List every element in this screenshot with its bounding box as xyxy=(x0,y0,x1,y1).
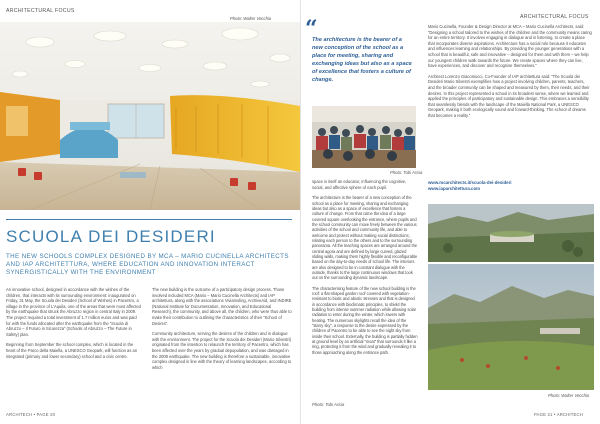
title-rule xyxy=(6,219,292,220)
left-column-1 xyxy=(6,287,142,364)
landscape-photo-credit: Photo: Walter Vecchio xyxy=(548,393,590,398)
landscape-roof-photo xyxy=(428,264,594,390)
crowd-photo xyxy=(312,106,416,168)
iap-link[interactable]: www.iaparchitettura.com xyxy=(428,186,481,192)
paragraph: The characterising feature of the new school building is the roof: a flat-shaped garden roof covered with vegetation-resistant to biotic and abiotic stresses and that is designed in accordance with bioclimatic principles, to shield the building from intense summer radiation while allowing solar radiation to enter during the winter, which lowers with heating. The numerous skylights recall the idea of the “starry sky”, a response to the desire expressed by the children of Pacentro to be able to see the night sky from inside their school. Externally, the building is partially hidden at ground level by an artificial “moat” that surrounds it like a ring, protecting it from the wind and gradually revealing it to those approaching along the entrance path. xyxy=(312,285,418,355)
paragraph: Mario Cucinella, Founder & Design Director at MCA – Mario Cucinella Architects, said: “Designing a school tailored to the wishes of the children and the community means caring for an entire territory. It involves engaging in dialogue and in listening, to create a place that incorporates diverse aspirations. Architecture has a social role because it educates and influences learning and relationships. By providing the younger generations with a school that is beautiful, safe and innovative – designed for them and with them – we help our youngest children walk towards the future. We create spaces where they can live, have experiences, and discover and recognise themselves.” xyxy=(428,24,592,69)
paragraph: Beginning from September the school complex, which is located in the heart of the Parco della Maiella, a UNESCO Geopark, will function as an integrated (primary and lower secondary) school and a civic centre. xyxy=(6,342,138,359)
page-gutter xyxy=(300,0,301,424)
paragraph: Architect Lorenzo Giacomucci, Co-Founder of IAP architettura said: “The Scuola dei Desideri Mario Silvestri exemplifies how a project involving children, parents, teachers, and the broader community can be shaped and measured by them, their needs, and their desires. In this project represented a school in its broadest sense, where we learned and applied the principles of participatory and sustainable design. This embraces a sensibility that seamlessly blends with the landscape of the Maiella National Park, a UNESCO Geopark, making it both ecologically sound and forward-thinking. The school of dreams that becomes a reality.” xyxy=(428,73,590,118)
mca-link[interactable]: www.mcarchitects.it/scuola-dei-desideri xyxy=(428,180,512,185)
article-subtitle: THE NEW SCHOOLS COMPLEX DESIGNED BY MCA – MARIO CUCINELLA ARCHITECTS AND IAP ARCHITETTURA, WHERE EDUCATION AND INNOVATION INTERACT SYNERGISTICALLY WITH THE ENVIRONMENT xyxy=(6,253,289,277)
links-block xyxy=(428,180,592,192)
right-page-footer: PAGE 21 • ARCHITECH xyxy=(534,412,583,417)
paragraph: The new building is the outcome of a participatory design process. Those involved included MCA (Mario – Mario Cucinella Architects) and IAP architettura, along with the associations Viviamoling, ArchiveAid, and INDIRE (National Institute for Documentation, Innovation, and Educational Research), the community, and above all, the children, who were thus able to make their contribution to outlining the characteristics of their “School of Desires”. xyxy=(152,287,292,326)
hero-photo-credit: Photo: Walter Vecchio xyxy=(230,16,272,21)
pull-quote: The architecture is the bearer of a new conception of the school as a place for meeting, sharing and exchanging ideas but also as a space of excellence that fosters a culture of change. xyxy=(312,37,412,83)
right-column xyxy=(428,24,592,124)
quote-mark-icon: “ xyxy=(305,16,318,42)
left-page-header: ARCHITECTURAL FOCUS xyxy=(6,8,75,14)
body-photo-credit: Photo: Tobi Assia xyxy=(312,402,345,407)
paragraph: space is itself an educator, influencing the cognitive, social, and affective sphere of each pupil. xyxy=(312,179,407,190)
crowd-photo-credit: Photo: Tobi Assia xyxy=(390,170,423,175)
school-interior-photo xyxy=(0,22,300,210)
left-column-2 xyxy=(152,287,292,375)
paragraph: The architecture is the bearer of a new conception of the school as a place for meeting, sharing and exchanging ideas but also as a space of excellence that fosters a culture of change. From that came the idea of a large covered square overlooking the entrance, where pupils and the school community can move freely between the various activities of the school and community life, and able to welcome and protect without making social distinctions; relating each person to the others and to the surrounding panorama. All the teaching spaces are arranged around the central agora and are defined by large curved, glazed sliding walls, making them highly flexible and reconfigurable based on the day-to-day needs of school life. The interiors are also designed to be in constant dialogue with the outside, thanks to the large continuous windows that look out on the surrounding dynamic landscape. xyxy=(312,195,418,281)
paragraph: An innovative school, designed in accordance with the wishes of the children, that interacts with its surrounding environment: inaugurated on Friday, 31 May, the Scuola dei Desideri (School of Wishes) in Pacentro, a village in the province of L’Aquila, one of the areas that were most affected by the earthquake that struck the Abruzzo region in central Italy in 2009. The project required a total investment of 1.7 million euros and was paid for with the funds allocated after the earthquake from the “Scuola di Abruzzo – Il Futuro in Sicurezza” (Schools of Abruzzo – The Future in Safety) plan. xyxy=(6,287,141,337)
paragraph: Community architecture, serving the desires of the children and in dialogue with the environment. The project for the Scuola dei Desideri (Mario Silvestri) originated from the intention to relaunch the territory of Pacentro, which has been affected over the years by gradual depopulation, and was damaged in the 2009 earthquake. The new building is therefore a sustainable, innovative complex designed in line with the theory of learning landscapes, according to which xyxy=(152,331,292,370)
article-title: SCUOLA DEI DESIDERI xyxy=(6,227,216,246)
landscape-aerial-photo xyxy=(428,204,594,262)
left-page-footer: ARCHITECH • PAGE 20 xyxy=(6,412,56,417)
right-middle-column xyxy=(312,179,418,360)
right-page-header: ARCHITECTURAL FOCUS xyxy=(520,14,589,20)
